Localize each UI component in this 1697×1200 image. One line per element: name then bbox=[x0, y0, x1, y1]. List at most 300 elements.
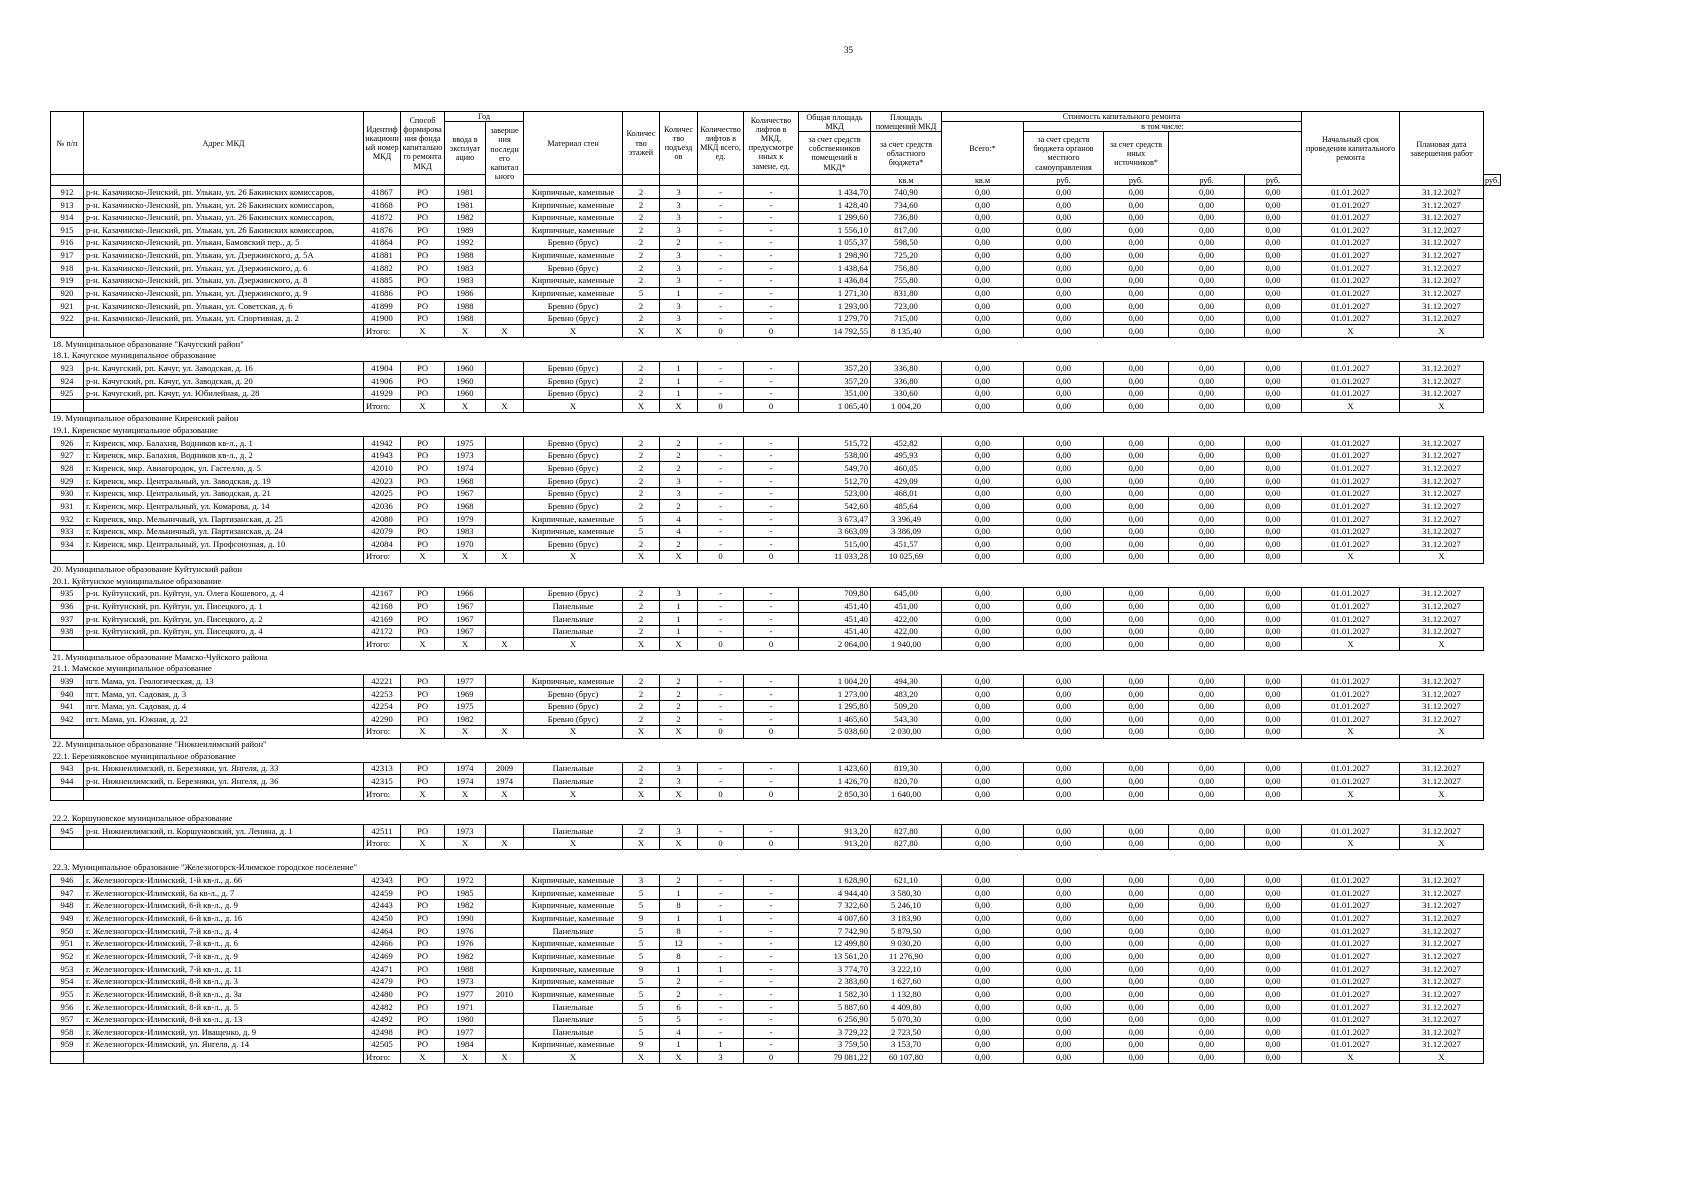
cell-lifts-replace: - bbox=[744, 625, 799, 638]
cell-year-commission: 1973 bbox=[445, 449, 486, 462]
cell-year-last bbox=[486, 1026, 524, 1039]
cell-total-area: 351,00 bbox=[799, 387, 871, 400]
cell-id: 42168 bbox=[364, 600, 401, 613]
section-heading-row bbox=[51, 350, 1501, 362]
cell-entrances: 4 bbox=[660, 513, 698, 526]
cell-cost-local: 0,00 bbox=[1169, 587, 1245, 600]
cell-cost-other: 0,00 bbox=[1245, 587, 1302, 600]
cell-address: г. Киренск, мкр. Мельничный, ул. Партизанская, д. 24 bbox=[84, 525, 364, 538]
cell-address: г. Киренск, мкр. Центральный, ул. Заводская, д. 19 bbox=[84, 475, 364, 488]
cell-premises-area: 494,30 bbox=[871, 675, 942, 688]
cell-id: 42221 bbox=[364, 675, 401, 688]
cell-cost-other: 0,00 bbox=[1245, 775, 1302, 788]
total-cell: X bbox=[623, 837, 660, 850]
total-cell: X bbox=[1400, 1051, 1484, 1064]
cell-id: 42079 bbox=[364, 525, 401, 538]
cell-num: 924 bbox=[51, 374, 84, 387]
cell-cost-other: 0,00 bbox=[1245, 437, 1302, 450]
section-heading: 21.1. Мамское муниципальное образование bbox=[52, 663, 212, 674]
cell-start-date: 01.01.2027 bbox=[1302, 249, 1400, 262]
cell-address: г. Киренск, мкр. Центральный, ул. Профсоюзная, д. 10 bbox=[84, 538, 364, 551]
cell-total-area: 709,80 bbox=[799, 587, 871, 600]
cell-end-date: 31.12.2027 bbox=[1400, 925, 1484, 938]
total-cell: X bbox=[623, 1051, 660, 1064]
cell-total-area: 913,20 bbox=[799, 825, 871, 838]
cell-cost-total: 0,00 bbox=[942, 462, 1024, 475]
cell-premises-area: 755,80 bbox=[871, 274, 942, 287]
cell-lifts-replace: - bbox=[744, 538, 799, 551]
cell-cost-owners: 0,00 bbox=[1024, 449, 1104, 462]
total-cell: 0,00 bbox=[1245, 837, 1302, 850]
cell-lifts: - bbox=[698, 587, 744, 600]
cell-lifts: - bbox=[698, 262, 744, 275]
total-row bbox=[51, 550, 1501, 563]
cell-id: 41899 bbox=[364, 300, 401, 313]
cell-lifts-replace: - bbox=[744, 249, 799, 262]
cell-entrances: 3 bbox=[660, 211, 698, 224]
table-row bbox=[51, 775, 1501, 788]
cell-start-date: 01.01.2027 bbox=[1302, 287, 1400, 300]
header-num: № п/п bbox=[51, 112, 84, 175]
total-cell: 0 bbox=[698, 788, 744, 801]
total-cell: 0,00 bbox=[1169, 325, 1245, 338]
cell-num: 952 bbox=[51, 950, 84, 963]
unit-sqm: кв.м bbox=[942, 175, 1024, 186]
cell-address: г. Железногорск-Илимский, 7-й кв-л., д. 9 bbox=[84, 950, 364, 963]
cell-entrances: 3 bbox=[660, 274, 698, 287]
cell-lifts: - bbox=[698, 700, 744, 713]
cell-lifts: 1 bbox=[698, 1038, 744, 1051]
cell-formation: РО bbox=[401, 449, 445, 462]
total-cell: 0,00 bbox=[1169, 725, 1245, 738]
cell-year-commission: 1960 bbox=[445, 387, 486, 400]
cell-start-date: 01.01.2027 bbox=[1302, 1026, 1400, 1039]
cell-total-area: 3 673,47 bbox=[799, 513, 871, 526]
total-cell: 0,00 bbox=[1024, 1051, 1104, 1064]
cell-address: р-н. Казачинско-Ленский, рп. Улькан, ул. Советская, д. 6 bbox=[84, 300, 364, 313]
cell-start-date: 01.01.2027 bbox=[1302, 937, 1400, 950]
spacer-cell bbox=[84, 837, 364, 850]
cell-lifts-replace: - bbox=[744, 500, 799, 513]
total-cell: 1 004,20 bbox=[871, 400, 942, 413]
cell-year-commission: 1983 bbox=[445, 525, 486, 538]
cell-floors: 2 bbox=[623, 186, 660, 199]
cell-cost-owners: 0,00 bbox=[1024, 199, 1104, 212]
cell-cost-local: 0,00 bbox=[1169, 287, 1245, 300]
table-row bbox=[51, 374, 1501, 387]
cell-cost-total: 0,00 bbox=[942, 963, 1024, 976]
cell-lifts-replace: - bbox=[744, 688, 799, 701]
cell-floors: 2 bbox=[623, 500, 660, 513]
cell-id: 42498 bbox=[364, 1026, 401, 1039]
cell-year-commission: 1982 bbox=[445, 899, 486, 912]
total-cell: 913,20 bbox=[799, 837, 871, 850]
cell-year-last bbox=[486, 374, 524, 387]
cell-walls: Кирпичные, каменные bbox=[524, 525, 623, 538]
cell-id: 41906 bbox=[364, 374, 401, 387]
header-address: Адрес МКД bbox=[84, 112, 364, 175]
cell-total-area: 3 729,22 bbox=[799, 1026, 871, 1039]
cell-floors: 5 bbox=[623, 525, 660, 538]
total-cell: X bbox=[445, 788, 486, 801]
header-local: за счет средств бюджета органов местного самоуправления bbox=[1024, 132, 1104, 175]
cell-end-date: 31.12.2027 bbox=[1400, 199, 1484, 212]
cell-num: 933 bbox=[51, 525, 84, 538]
total-cell: X bbox=[660, 725, 698, 738]
cell-lifts: 1 bbox=[698, 912, 744, 925]
table-row bbox=[51, 1038, 1501, 1051]
cell-premises-area: 3 222,10 bbox=[871, 963, 942, 976]
cell-year-commission: 1983 bbox=[445, 262, 486, 275]
cell-total-area: 357,20 bbox=[799, 374, 871, 387]
unit-rub: руб. bbox=[1245, 175, 1302, 186]
cell-id: 42254 bbox=[364, 700, 401, 713]
cell-formation: РО bbox=[401, 775, 445, 788]
cell-id: 42172 bbox=[364, 625, 401, 638]
cell-start-date: 01.01.2027 bbox=[1302, 475, 1400, 488]
cell-num: 929 bbox=[51, 475, 84, 488]
cell-start-date: 01.01.2027 bbox=[1302, 300, 1400, 313]
cell-cost-owners: 0,00 bbox=[1024, 362, 1104, 375]
total-cell: 3 bbox=[698, 1051, 744, 1064]
cell-address: р-н. Казачинско-Ленский, рп. Улькан, ул. Спортивная, д. 2 bbox=[84, 312, 364, 325]
cell-lifts-replace: - bbox=[744, 525, 799, 538]
cell-year-last bbox=[486, 462, 524, 475]
cell-start-date: 01.01.2027 bbox=[1302, 762, 1400, 775]
total-label: Итого: bbox=[364, 788, 401, 801]
total-cell: X bbox=[445, 400, 486, 413]
cell-floors: 2 bbox=[623, 249, 660, 262]
cell-address: г. Железногорск-Илимский, 7-й кв-л., д. 4 bbox=[84, 925, 364, 938]
cell-total-area: 1 271,30 bbox=[799, 287, 871, 300]
cell-address: р-н. Казачинско-Ленский, рп. Улькан, ул. Дзержинского, д. 8 bbox=[84, 274, 364, 287]
cell-cost-other: 0,00 bbox=[1245, 186, 1302, 199]
total-cell: 0,00 bbox=[942, 550, 1024, 563]
blank-row bbox=[51, 800, 1501, 812]
cell-cost-regional: 0,00 bbox=[1104, 874, 1169, 887]
cell-total-area: 13 561,20 bbox=[799, 950, 871, 963]
cell-cost-owners: 0,00 bbox=[1024, 287, 1104, 300]
cell-cost-owners: 0,00 bbox=[1024, 688, 1104, 701]
cell-id: 42253 bbox=[364, 688, 401, 701]
total-cell: 0,00 bbox=[1245, 325, 1302, 338]
cell-cost-total: 0,00 bbox=[942, 236, 1024, 249]
cell-year-last bbox=[486, 224, 524, 237]
total-cell: 0 bbox=[698, 638, 744, 651]
cell-id: 42464 bbox=[364, 925, 401, 938]
cell-total-area: 1 004,20 bbox=[799, 675, 871, 688]
cell-start-date: 01.01.2027 bbox=[1302, 1001, 1400, 1014]
table-row bbox=[51, 975, 1501, 988]
total-cell: X bbox=[524, 400, 623, 413]
cell-formation: РО bbox=[401, 462, 445, 475]
total-cell: X bbox=[623, 638, 660, 651]
cell-num: 927 bbox=[51, 449, 84, 462]
cell-total-area: 1 279,70 bbox=[799, 312, 871, 325]
cell-formation: РО bbox=[401, 713, 445, 726]
cell-year-last bbox=[486, 525, 524, 538]
spacer-cell bbox=[51, 1051, 84, 1064]
cell-lifts-replace: - bbox=[744, 211, 799, 224]
cell-start-date: 01.01.2027 bbox=[1302, 675, 1400, 688]
cell-num: 941 bbox=[51, 700, 84, 713]
table-row bbox=[51, 912, 1501, 925]
cell-lifts-replace: - bbox=[744, 937, 799, 950]
cell-address: р-н. Куйтунский, рп. Куйтун, ул. Писецкого, д. 4 bbox=[84, 625, 364, 638]
blank-cell bbox=[51, 800, 1484, 812]
cell-lifts: - bbox=[698, 211, 744, 224]
total-cell: 0,00 bbox=[1169, 550, 1245, 563]
cell-cost-total: 0,00 bbox=[942, 887, 1024, 900]
total-cell: 0 bbox=[744, 837, 799, 850]
cell-formation: РО bbox=[401, 988, 445, 1001]
cell-year-commission: 1976 bbox=[445, 937, 486, 950]
cell-premises-area: 3 386,09 bbox=[871, 525, 942, 538]
spacer-cell bbox=[84, 325, 364, 338]
cell-entrances: 2 bbox=[660, 700, 698, 713]
table-row bbox=[51, 600, 1501, 613]
cell-cost-other: 0,00 bbox=[1245, 513, 1302, 526]
cell-cost-local: 0,00 bbox=[1169, 211, 1245, 224]
total-cell: X bbox=[1302, 325, 1400, 338]
cell-lifts: - bbox=[698, 762, 744, 775]
cell-lifts-replace: - bbox=[744, 462, 799, 475]
total-cell: 0,00 bbox=[942, 1051, 1024, 1064]
cell-id: 41900 bbox=[364, 312, 401, 325]
cell-cost-total: 0,00 bbox=[942, 437, 1024, 450]
total-cell: X bbox=[401, 550, 445, 563]
cell-walls: Кирпичные, каменные bbox=[524, 249, 623, 262]
cell-year-commission: 1967 bbox=[445, 625, 486, 638]
cell-floors: 2 bbox=[623, 713, 660, 726]
cell-id: 42010 bbox=[364, 462, 401, 475]
cell-cost-owners: 0,00 bbox=[1024, 249, 1104, 262]
cell-end-date: 31.12.2027 bbox=[1400, 887, 1484, 900]
cell-address: г. Железногорск-Илимский, 7-й кв-л., д. 11 bbox=[84, 963, 364, 976]
total-cell: X bbox=[1302, 550, 1400, 563]
cell-cost-owners: 0,00 bbox=[1024, 1026, 1104, 1039]
cell-end-date: 31.12.2027 bbox=[1400, 312, 1484, 325]
cell-year-commission: 1967 bbox=[445, 613, 486, 626]
cell-cost-owners: 0,00 bbox=[1024, 462, 1104, 475]
cell-cost-regional: 0,00 bbox=[1104, 475, 1169, 488]
cell-num: 918 bbox=[51, 262, 84, 275]
cell-year-last bbox=[486, 186, 524, 199]
cell-year-last bbox=[486, 937, 524, 950]
cell-cost-total: 0,00 bbox=[942, 449, 1024, 462]
cell-cost-total: 0,00 bbox=[942, 713, 1024, 726]
cell-cost-total: 0,00 bbox=[942, 675, 1024, 688]
cell-start-date: 01.01.2027 bbox=[1302, 449, 1400, 462]
table-row bbox=[51, 186, 1501, 199]
cell-year-last bbox=[486, 912, 524, 925]
cell-cost-other: 0,00 bbox=[1245, 688, 1302, 701]
cell-lifts: - bbox=[698, 500, 744, 513]
cell-cost-owners: 0,00 bbox=[1024, 374, 1104, 387]
total-cell: X bbox=[1400, 788, 1484, 801]
cell-num: 926 bbox=[51, 437, 84, 450]
cell-premises-area: 509,20 bbox=[871, 700, 942, 713]
cell-cost-local: 0,00 bbox=[1169, 937, 1245, 950]
cell-floors: 5 bbox=[623, 1013, 660, 1026]
cell-premises-area: 1 627,60 bbox=[871, 975, 942, 988]
total-cell: 0,00 bbox=[1169, 1051, 1245, 1064]
cell-entrances: 2 bbox=[660, 437, 698, 450]
cell-formation: РО bbox=[401, 975, 445, 988]
cell-cost-total: 0,00 bbox=[942, 775, 1024, 788]
cell-end-date: 31.12.2027 bbox=[1400, 775, 1484, 788]
cell-floors: 2 bbox=[623, 487, 660, 500]
cell-formation: РО bbox=[401, 300, 445, 313]
cell-end-date: 31.12.2027 bbox=[1400, 912, 1484, 925]
cell-cost-local: 0,00 bbox=[1169, 975, 1245, 988]
table-row bbox=[51, 262, 1501, 275]
cell-cost-regional: 0,00 bbox=[1104, 287, 1169, 300]
cell-cost-regional: 0,00 bbox=[1104, 224, 1169, 237]
cell-cost-regional: 0,00 bbox=[1104, 688, 1169, 701]
cell-lifts: - bbox=[698, 449, 744, 462]
cell-lifts: - bbox=[698, 437, 744, 450]
cell-address: р-н. Куйтунский, рп. Куйтун, ул. Писецкого, д. 2 bbox=[84, 613, 364, 626]
cell-id: 41867 bbox=[364, 186, 401, 199]
total-cell: 8 135,40 bbox=[871, 325, 942, 338]
cell-cost-regional: 0,00 bbox=[1104, 513, 1169, 526]
total-label: Итого: bbox=[364, 325, 401, 338]
section-heading: 21. Муниципальное образование Мамско-Чуйского района bbox=[52, 651, 268, 662]
cell-end-date: 31.12.2027 bbox=[1400, 950, 1484, 963]
table-row bbox=[51, 462, 1501, 475]
cell-cost-other: 0,00 bbox=[1245, 1013, 1302, 1026]
cell-total-area: 1 436,84 bbox=[799, 274, 871, 287]
cell-cost-regional: 0,00 bbox=[1104, 211, 1169, 224]
cell-entrances: 1 bbox=[660, 963, 698, 976]
cell-end-date: 31.12.2027 bbox=[1400, 613, 1484, 626]
cell-total-area: 538,00 bbox=[799, 449, 871, 462]
total-cell: 60 107,80 bbox=[871, 1051, 942, 1064]
cell-cost-other: 0,00 bbox=[1245, 1026, 1302, 1039]
cell-cost-other: 0,00 bbox=[1245, 274, 1302, 287]
cell-address: р-н. Казачинско-Ленский, рп. Улькан, ул. Дзержинского, д. 5А bbox=[84, 249, 364, 262]
cell-formation: РО bbox=[401, 525, 445, 538]
cell-end-date: 31.12.2027 bbox=[1400, 487, 1484, 500]
cell-entrances: 3 bbox=[660, 762, 698, 775]
cell-lifts-replace: - bbox=[744, 1013, 799, 1026]
cell-cost-local: 0,00 bbox=[1169, 525, 1245, 538]
cell-year-commission: 1968 bbox=[445, 475, 486, 488]
cell-total-area: 515,72 bbox=[799, 437, 871, 450]
total-label: Итого: bbox=[364, 837, 401, 850]
cell-cost-other: 0,00 bbox=[1245, 199, 1302, 212]
cell-lifts: - bbox=[698, 287, 744, 300]
cell-total-area: 451,40 bbox=[799, 625, 871, 638]
cell-cost-regional: 0,00 bbox=[1104, 437, 1169, 450]
cell-address: г. Железногорск-Илимский, 8-й кв-л., д. 5 bbox=[84, 1001, 364, 1014]
table-row bbox=[51, 625, 1501, 638]
cell-formation: РО bbox=[401, 912, 445, 925]
cell-cost-total: 0,00 bbox=[942, 613, 1024, 626]
cell-year-last bbox=[486, 975, 524, 988]
cell-cost-local: 0,00 bbox=[1169, 988, 1245, 1001]
cell-year-last bbox=[486, 587, 524, 600]
cell-year-commission: 1977 bbox=[445, 1026, 486, 1039]
cell-cost-total: 0,00 bbox=[942, 387, 1024, 400]
cell-address: г. Железногорск-Илимский, 6а кв-л., д. 7 bbox=[84, 887, 364, 900]
cell-cost-owners: 0,00 bbox=[1024, 600, 1104, 613]
cell-formation: РО bbox=[401, 600, 445, 613]
total-cell: X bbox=[623, 550, 660, 563]
cell-num: 913 bbox=[51, 199, 84, 212]
cell-lifts-replace: - bbox=[744, 1001, 799, 1014]
cell-year-commission: 1975 bbox=[445, 437, 486, 450]
cell-total-area: 1 423,60 bbox=[799, 762, 871, 775]
cell-id: 42313 bbox=[364, 762, 401, 775]
cell-cost-other: 0,00 bbox=[1245, 475, 1302, 488]
cell-year-commission: 1960 bbox=[445, 362, 486, 375]
section-heading: 18. Муниципальное образование "Качугский район" bbox=[52, 338, 244, 349]
cell-num: 958 bbox=[51, 1026, 84, 1039]
cell-floors: 3 bbox=[623, 874, 660, 887]
cell-floors: 2 bbox=[623, 362, 660, 375]
cell-cost-regional: 0,00 bbox=[1104, 899, 1169, 912]
cell-lifts-replace: - bbox=[744, 274, 799, 287]
cell-cost-local: 0,00 bbox=[1169, 1013, 1245, 1026]
cell-cost-owners: 0,00 bbox=[1024, 988, 1104, 1001]
total-cell: X bbox=[524, 638, 623, 651]
header-other: за счет средств иных источников* bbox=[1104, 132, 1169, 175]
section-heading-row bbox=[51, 412, 1501, 424]
cell-premises-area: 4 409,80 bbox=[871, 1001, 942, 1014]
cell-address: р-н. Казачинско-Ленский, рп. Улькан, ул. 26 Бакинских комиссаров, bbox=[84, 199, 364, 212]
total-cell: 0 bbox=[744, 788, 799, 801]
cell-cost-other: 0,00 bbox=[1245, 211, 1302, 224]
cell-year-commission: 1969 bbox=[445, 688, 486, 701]
cell-lifts-replace: - bbox=[744, 300, 799, 313]
cell-lifts-replace: - bbox=[744, 186, 799, 199]
cell-num: 923 bbox=[51, 362, 84, 375]
cell-start-date: 01.01.2027 bbox=[1302, 887, 1400, 900]
cell-start-date: 01.01.2027 bbox=[1302, 975, 1400, 988]
section-heading-row bbox=[51, 862, 1501, 874]
cell-id: 41872 bbox=[364, 211, 401, 224]
total-cell: 0,00 bbox=[1245, 550, 1302, 563]
cell-formation: РО bbox=[401, 437, 445, 450]
cell-floors: 2 bbox=[623, 224, 660, 237]
cell-year-commission: 1977 bbox=[445, 675, 486, 688]
cell-lifts-replace: - bbox=[744, 387, 799, 400]
cell-premises-area: 452,82 bbox=[871, 437, 942, 450]
cell-entrances: 3 bbox=[660, 262, 698, 275]
cell-address: г. Киренск, мкр. Авиагородок, ул. Гастелло, д. 5 bbox=[84, 462, 364, 475]
cell-num: 957 bbox=[51, 1013, 84, 1026]
cell-cost-total: 0,00 bbox=[942, 249, 1024, 262]
cell-cost-other: 0,00 bbox=[1245, 224, 1302, 237]
cell-lifts: - bbox=[698, 312, 744, 325]
table-row bbox=[51, 300, 1501, 313]
cell-end-date: 31.12.2027 bbox=[1400, 437, 1484, 450]
cell-num: 951 bbox=[51, 937, 84, 950]
cell-year-commission: 1967 bbox=[445, 600, 486, 613]
cell-walls: Бревно (брус) bbox=[524, 262, 623, 275]
cell-cost-local: 0,00 bbox=[1169, 199, 1245, 212]
cell-premises-area: 5 879,50 bbox=[871, 925, 942, 938]
header-owners: за счет средств собственников помещений в МКД* bbox=[799, 132, 871, 175]
total-cell: 0 bbox=[698, 837, 744, 850]
cell-formation: РО bbox=[401, 762, 445, 775]
cell-cost-total: 0,00 bbox=[942, 374, 1024, 387]
section-heading: 20. Муниципальное образование Куйтунский район bbox=[52, 564, 242, 575]
cell-address: р-н. Казачинско-Ленский, рп. Улькан, Бамовский пер., д. 5 bbox=[84, 236, 364, 249]
cell-id: 42169 bbox=[364, 613, 401, 626]
